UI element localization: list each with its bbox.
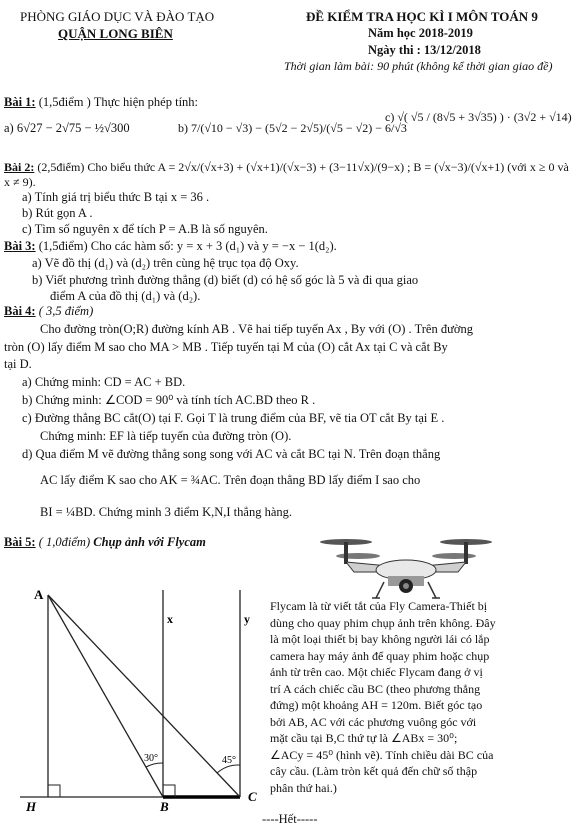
bai1-a: a) 6√27 − 2√75 − ½√300: [4, 121, 130, 135]
bai2-item-c: c) Tìm số nguyên x để tích P = A.B là số nguyên.: [22, 222, 268, 236]
bai1-heading: [4, 95, 198, 110]
bai5-line: camera hay máy ảnh để quay phim hoặc chụp: [270, 648, 490, 663]
bai4-item-c-cont: Chứng minh: EF là tiếp tuyến của đường tròn (O).: [40, 429, 292, 443]
bai2-heading: [4, 160, 576, 190]
line-AC: [48, 595, 240, 797]
bai1-label: Bài 1:: [4, 95, 36, 109]
bai5-label: Bài 5:: [4, 535, 36, 549]
bai2-item-b: b) Rút gọn A .: [22, 206, 93, 220]
bai5-line: trí A cách chiếc cầu BC (theo phương thẳng: [270, 681, 481, 696]
bai4-item-d-cont2: BI = ¼BD. Chứng minh 3 điểm K,N,I thẳng hàng.: [40, 505, 293, 519]
bai5-line: ∠ACy = 45⁰ (hình vẽ). Tính chiều dài BC của: [270, 747, 494, 762]
bai1-c: c) √( √5 / (8√5 + 3√35) ) · (3√2 + √14): [385, 110, 572, 124]
bai5-line: cây cầu. (Làm tròn kết quả đến chữ số thập: [270, 764, 478, 778]
exam-date: Ngày thi : 13/12/2018: [368, 43, 481, 57]
bai3-label: Bài 3:: [4, 239, 36, 253]
bridge-figure: [0, 585, 270, 814]
bai3-item-b-cont: điểm A của đồ thị (d₁) và (d₂).: [50, 289, 201, 303]
bai1-b: b) 7/(√10 − √3) − (5√2 − 2√5)/(√5 − √2) − 6/√3: [178, 121, 407, 135]
bai4-line-3: tại D.: [4, 357, 32, 371]
bai4-line-2: tròn (O) lấy điểm M sao cho MA > MB . Tiếp tuyến tại M của (O) cắt Ax tại C và cắt By: [4, 340, 448, 354]
angle-arc-C: [217, 765, 240, 773]
bai5-heading: [4, 535, 206, 550]
angle-45-label: 45°: [222, 755, 236, 766]
drone-image: [318, 532, 493, 602]
bai5-topic: Chụp ảnh với Flycam: [93, 535, 206, 549]
bai4-item-d-cont1: AC lấy điểm K sao cho AK = ¾AC. Trên đoạn thẳng BD lấy điểm I sao cho: [40, 473, 421, 487]
bai1-intro: (1,5điểm ) Thực hiện phép tính:: [38, 95, 199, 109]
point-C-label: C: [248, 789, 257, 804]
line-AB: [48, 595, 163, 797]
right-angle-B: [163, 785, 175, 797]
ray-y-label: y: [244, 612, 250, 626]
bai4-label: Bài 4:: [4, 304, 36, 318]
bai3-intro: (1,5điểm) Cho các hàm số: y = x + 3 (d₁) và y = −x − 1(d₂).: [38, 239, 337, 253]
right-angle-H: [48, 785, 60, 797]
bai4-item-b: b) Chứng minh: ∠COD = 90⁰ và tính tích AC.BD theo R .: [22, 393, 316, 407]
bai4-item-d: d) Qua điểm M vẽ đường thẳng song song với AC và cắt BC tại N. Trên đoạn thẳng: [22, 447, 441, 461]
bai5-line: Flycam là từ viết tắt của Fly Camera-Thiết bị: [270, 599, 488, 613]
bai5-line: là một loại thiết bị bay không người lái có lắp: [270, 632, 490, 646]
bai2-label: Bài 2:: [4, 160, 35, 174]
point-H-label: H: [26, 799, 37, 814]
bai3-item-b: b) Viết phương trình đường thẳng (d) biết (d) có hệ số góc là 5 và đi qua giao: [32, 273, 419, 287]
bai5-line: mặt cầu tại B,C thứ tự là ∠ABx = 30⁰;: [270, 731, 458, 745]
angle-30-label: 30°: [144, 753, 158, 764]
school-year: Năm học 2018-2019: [368, 26, 473, 40]
district-name: QUẬN LONG BIÊN: [58, 26, 173, 41]
bai2-item-a: a) Tính giá trị biểu thức B tại x = 36 .: [22, 190, 210, 204]
bai3-item-a: a) Vẽ đồ thị (d₁) và (d₂) trên cùng hệ trục tọa độ Oxy.: [32, 256, 299, 270]
footer-end: ----Hết-----: [262, 812, 318, 826]
exam-duration: Thời gian làm bài: 90 phút (không kể thời gian giao đề): [284, 59, 553, 73]
bai5-line: ảnh từ trên cao. Một chiếc Flycam đang ở vị: [270, 665, 483, 679]
ray-x-label: x: [167, 612, 173, 626]
bai5-line: đứng) một khoảng AH = 120m. Biết góc tạo: [270, 698, 483, 712]
department-name: PHÒNG GIÁO DỤC VÀ ĐÀO TẠO: [20, 9, 215, 24]
bai5-line: phân thứ hai.): [270, 780, 337, 795]
bai4-score: ( 3,5 điểm): [38, 304, 94, 318]
bai2-intro: (2,5điểm) Cho biểu thức A = 2√x/(√x+3) + (√x+1)/(√x−3) + (3−11√x)/(9−x) ; B = (√x−3)/(√x+1) (với x ≥ 0 và x ≠ 9).: [4, 160, 569, 189]
bai4-heading: [4, 304, 93, 319]
bai5-line: dùng cho quay phim chụp ảnh trên không. Đây: [270, 615, 496, 630]
bai5-text: [270, 598, 580, 796]
bai5-score: ( 1,0điểm): [38, 535, 91, 549]
bai4-item-c: c) Đường thẳng BC cắt(O) tại F. Gọi T là trung điểm của BF, vẽ tia OT cắt By tại E .: [22, 411, 445, 425]
bai5-line: bởi AB, AC với các phương vuông góc với: [270, 714, 477, 729]
point-A-label: A: [34, 587, 44, 602]
bai4-item-a: a) Chứng minh: CD = AC + BD.: [22, 375, 186, 389]
exam-title: ĐỀ KIỂM TRA HỌC KÌ I MÔN TOÁN 9: [306, 9, 538, 24]
bai3-heading: [4, 239, 337, 254]
point-B-label: B: [160, 799, 169, 814]
bai4-line-1: Cho đường tròn(O;R) đường kính AB . Vẽ hai tiếp tuyến Ax , By với (O) . Trên đường: [40, 322, 473, 336]
